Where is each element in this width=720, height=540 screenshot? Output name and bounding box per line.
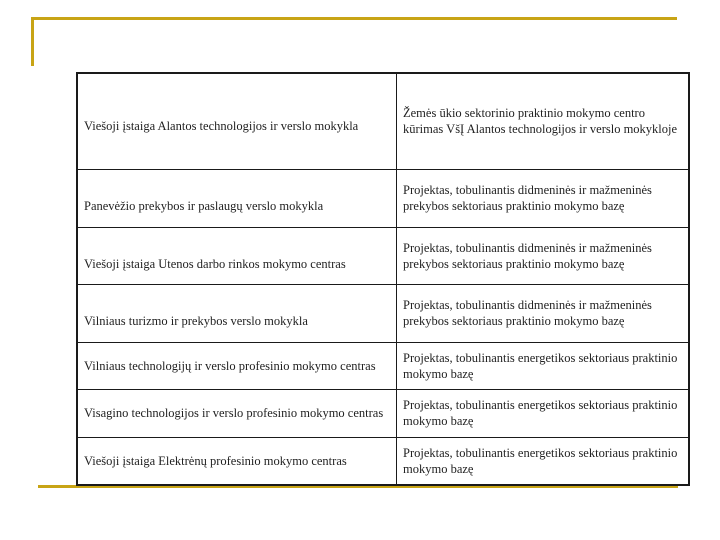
project-cell: Projektas, tobulinantis didmeninės ir mažmeninės prekybos sektoriaus praktinio mokymo bazę — [397, 284, 690, 342]
decorative-frame-left — [31, 17, 34, 66]
project-cell: Projektas, tobulinantis energetikos sektoriaus praktinio mokymo bazę — [397, 389, 690, 437]
table-row — [77, 342, 689, 389]
institution-cell: Viešoji įstaiga Alantos technologijos ir verslo mokykla — [77, 73, 397, 169]
project-cell: Projektas, tobulinantis energetikos sektoriaus praktinio mokymo bazę — [397, 437, 690, 485]
project-cell: Projektas, tobulinantis didmeninės ir mažmeninės prekybos sektoriaus praktinio mokymo bazę — [397, 169, 690, 227]
institution-cell: Viešoji įstaiga Utenos darbo rinkos mokymo centras — [77, 227, 397, 284]
table-row — [77, 227, 689, 284]
institution-cell: Vilniaus turizmo ir prekybos verslo mokykla — [77, 284, 397, 342]
table-row — [77, 169, 689, 227]
project-cell: Projektas, tobulinantis energetikos sektoriaus praktinio mokymo bazę — [397, 342, 690, 389]
institutions-projects-table — [76, 72, 690, 486]
decorative-frame-top — [31, 17, 677, 20]
table-row — [77, 437, 689, 485]
project-cell: Žemės ūkio sektorinio praktinio mokymo centro kūrimas VšĮ Alantos technologijos ir verslo mokykloje — [397, 73, 690, 169]
institution-cell: Panevėžio prekybos ir paslaugų verslo mokykla — [77, 169, 397, 227]
institution-cell: Visagino technologijos ir verslo profesinio mokymo centras — [77, 389, 397, 437]
institution-cell: Vilniaus technologijų ir verslo profesinio mokymo centras — [77, 342, 397, 389]
institution-cell: Viešoji įstaiga Elektrėnų profesinio mokymo centras — [77, 437, 397, 485]
table-row — [77, 73, 689, 169]
table-row — [77, 389, 689, 437]
project-cell: Projektas, tobulinantis didmeninės ir mažmeninės prekybos sektoriaus praktinio mokymo bazę — [397, 227, 690, 284]
table-row — [77, 284, 689, 342]
